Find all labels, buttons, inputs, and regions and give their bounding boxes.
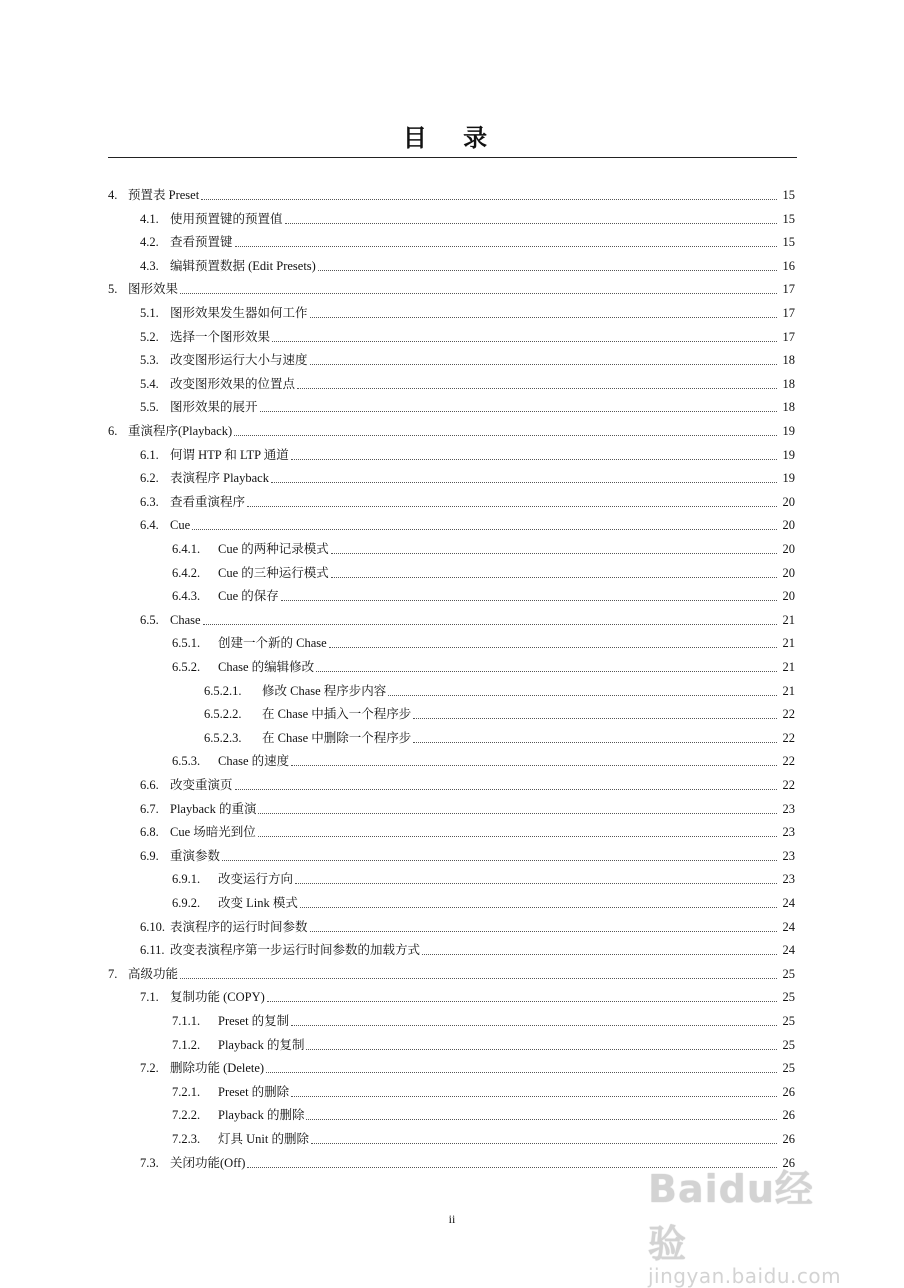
toc-leader-dots xyxy=(422,944,777,955)
toc-entry-title: 查看重演程序 xyxy=(170,495,246,509)
toc-entry-number: 5. xyxy=(108,282,118,296)
toc-leader-dots xyxy=(297,378,777,389)
toc-entry-page: 20 xyxy=(782,495,795,509)
toc-leader-dots xyxy=(331,567,777,578)
toc-entry-number: 5.3. xyxy=(140,353,159,367)
toc-leader-dots xyxy=(331,543,777,554)
toc-entry[interactable] xyxy=(172,1034,795,1056)
toc-entry-page: 15 xyxy=(782,188,795,202)
toc-leader-dots xyxy=(180,283,777,294)
toc-leader-dots xyxy=(247,1157,777,1168)
toc-entry-title: 删除功能 (Delete) xyxy=(170,1061,265,1075)
toc-entry-number: 6.3. xyxy=(140,495,159,509)
toc-leader-dots xyxy=(271,472,777,483)
toc-entry-number: 4.2. xyxy=(140,235,159,249)
toc-entry-page: 26 xyxy=(782,1108,795,1122)
toc-leader-dots xyxy=(281,590,777,601)
toc-entry-number: 6.4.3. xyxy=(172,589,201,603)
toc-entry[interactable] xyxy=(204,727,795,749)
toc-entry-number: 6.11. xyxy=(140,943,165,957)
toc-entry-title: Playback 的复制 xyxy=(218,1038,305,1052)
toc-leader-dots xyxy=(192,519,777,530)
toc-entry-number: 7.2.1. xyxy=(172,1085,201,1099)
toc-entry-page: 18 xyxy=(782,353,795,367)
toc-entry-number: 6.4.1. xyxy=(172,542,201,556)
toc-leader-dots xyxy=(234,425,777,436)
toc-entry[interactable] xyxy=(140,609,795,631)
toc-entry-title: Preset 的复制 xyxy=(218,1014,290,1028)
toc-leader-dots xyxy=(329,637,777,648)
toc-entry-page: 20 xyxy=(782,566,795,580)
page-number: ii xyxy=(448,1212,456,1226)
toc-entry-page: 24 xyxy=(782,920,795,934)
toc-entry-number: 6. xyxy=(108,424,118,438)
toc-entry-number: 6.9.2. xyxy=(172,896,201,910)
toc-entry-page: 20 xyxy=(782,589,795,603)
toc-entry-number: 5.4. xyxy=(140,377,159,391)
toc-entry-title: 在 Chase 中删除一个程序步 xyxy=(262,731,412,745)
toc-leader-dots xyxy=(180,968,777,979)
toc-entry-title: 重演程序(Playback) xyxy=(128,424,233,438)
toc-entry[interactable] xyxy=(140,255,795,277)
toc-entry-page: 20 xyxy=(782,518,795,532)
toc-entry[interactable] xyxy=(140,514,795,536)
toc-leader-dots xyxy=(306,1039,777,1050)
toc-entry-number: 6.5.1. xyxy=(172,636,201,650)
toc-entry[interactable] xyxy=(108,184,795,206)
toc-entry-number: 7.2.2. xyxy=(172,1108,201,1122)
toc-leader-dots xyxy=(413,708,777,719)
toc-entry-title: 灯具 Unit 的删除 xyxy=(218,1132,309,1146)
toc-entry-number: 7.1. xyxy=(140,990,159,1004)
toc-entry-title: 改变重演页 xyxy=(170,778,233,792)
toc-entry-page: 22 xyxy=(782,731,795,745)
toc-entry-page: 22 xyxy=(782,707,795,721)
toc-entry[interactable] xyxy=(140,798,795,820)
toc-leader-dots xyxy=(291,1086,777,1097)
toc-entry[interactable] xyxy=(108,278,795,300)
toc-entry-title: 创建一个新的 Chase xyxy=(218,636,327,650)
toc-leader-dots xyxy=(222,850,777,861)
toc-entry-page: 17 xyxy=(782,282,795,296)
toc-leader-dots xyxy=(318,260,777,271)
toc-entry[interactable] xyxy=(140,845,795,867)
toc-entry[interactable] xyxy=(140,326,795,348)
toc-entry-page: 23 xyxy=(782,825,795,839)
toc-entry[interactable] xyxy=(172,562,795,584)
toc-entry-number: 6.2. xyxy=(140,471,159,485)
toc-leader-dots xyxy=(295,873,777,884)
toc-entry-title: Playback 的删除 xyxy=(218,1108,305,1122)
toc-entry-number: 4. xyxy=(108,188,118,202)
toc-entry-title: 改变运行方向 xyxy=(218,872,294,886)
toc-entry[interactable] xyxy=(172,750,795,772)
toc-leader-dots xyxy=(413,732,777,743)
toc-entry[interactable] xyxy=(140,444,795,466)
toc-entry-title: Cue 的三种运行模式 xyxy=(218,566,329,580)
toc-leader-dots xyxy=(388,685,777,696)
toc-entry[interactable] xyxy=(140,208,795,230)
toc-leader-dots xyxy=(291,755,777,766)
watermark-site: jingyan.baidu.com xyxy=(648,1264,842,1288)
toc-leader-dots xyxy=(316,661,777,672)
toc-entry-page: 26 xyxy=(782,1156,795,1170)
toc-entry-title: 在 Chase 中插入一个程序步 xyxy=(262,707,412,721)
toc-entry-title: Cue 场暗光到位 xyxy=(170,825,256,839)
toc-entry-title: Cue xyxy=(170,518,191,532)
toc-entry-page: 23 xyxy=(782,802,795,816)
toc-leader-dots xyxy=(311,1133,777,1144)
toc-leader-dots xyxy=(291,1015,777,1026)
toc-entry[interactable] xyxy=(172,538,795,560)
toc-entry-title: 预置表 Preset xyxy=(128,188,200,202)
toc-leader-dots xyxy=(306,1109,777,1120)
toc-entry-page: 25 xyxy=(782,990,795,1004)
toc-entry-title: 改变表演程序第一步运行时间参数的加载方式 xyxy=(170,943,421,957)
toc-entry[interactable] xyxy=(172,868,795,890)
toc-entry-page: 17 xyxy=(782,306,795,320)
toc-leader-dots xyxy=(267,991,777,1002)
toc-leader-dots xyxy=(201,189,777,200)
toc-entry[interactable] xyxy=(140,467,795,489)
toc-entry-title: 重演参数 xyxy=(170,849,221,863)
toc-entry-title: Chase xyxy=(170,613,201,627)
toc-entry[interactable] xyxy=(140,916,795,938)
toc-entry-title: Preset 的删除 xyxy=(218,1085,290,1099)
toc-entry-title: Chase 的编辑修改 xyxy=(218,660,315,674)
toc-entry-number: 7. xyxy=(108,967,118,981)
toc-entry-page: 18 xyxy=(782,400,795,414)
watermark-brand: Baidu经验 xyxy=(648,1167,814,1266)
toc-leader-dots xyxy=(203,614,777,625)
toc-entry-page: 21 xyxy=(782,660,795,674)
toc-entry[interactable] xyxy=(140,1057,795,1079)
toc-entry-number: 6.10. xyxy=(140,920,165,934)
toc-entry-title: 图形效果发生器如何工作 xyxy=(170,306,308,320)
toc-leader-dots xyxy=(247,496,777,507)
toc-entry-title: 图形效果 xyxy=(128,282,179,296)
toc-entry-number: 6.5.3. xyxy=(172,754,201,768)
toc-entry-page: 25 xyxy=(782,1014,795,1028)
toc-entry-number: 6.5. xyxy=(140,613,159,627)
toc-entry-title: 复制功能 (COPY) xyxy=(170,990,265,1004)
toc-entry[interactable] xyxy=(172,1128,795,1150)
toc-entry-number: 7.2. xyxy=(140,1061,159,1075)
toc-entry-page: 21 xyxy=(782,684,795,698)
toc-entry-page: 18 xyxy=(782,377,795,391)
toc-entry-title: Chase 的速度 xyxy=(218,754,290,768)
toc-entry-page: 25 xyxy=(782,967,795,981)
toc-entry-number: 6.4. xyxy=(140,518,159,532)
toc-entry[interactable] xyxy=(108,963,795,985)
toc-entry-number: 7.1.2. xyxy=(172,1038,201,1052)
toc-entry[interactable] xyxy=(140,491,795,513)
toc-entry-page: 22 xyxy=(782,754,795,768)
toc-entry-number: 7.1.1. xyxy=(172,1014,201,1028)
toc-entry[interactable] xyxy=(140,302,795,324)
toc-leader-dots xyxy=(258,803,777,814)
toc-entry-title: 图形效果的展开 xyxy=(170,400,258,414)
toc-entry-title: Cue 的保存 xyxy=(218,589,279,603)
toc-entry[interactable] xyxy=(172,892,795,914)
toc-entry-page: 24 xyxy=(782,896,795,910)
toc-leader-dots xyxy=(272,331,777,342)
toc-entry[interactable] xyxy=(204,703,795,725)
toc-leader-dots xyxy=(235,236,777,247)
toc-leader-dots xyxy=(291,449,777,460)
toc-entry-page: 26 xyxy=(782,1132,795,1146)
toc-entry-title: 表演程序的运行时间参数 xyxy=(170,920,308,934)
toc-entry-page: 15 xyxy=(782,235,795,249)
toc-entry[interactable] xyxy=(172,632,795,654)
toc-entry-title: 查看预置键 xyxy=(170,235,233,249)
toc-entry-number: 4.1. xyxy=(140,212,159,226)
toc-entry-title: Playback 的重演 xyxy=(170,802,257,816)
toc-entry[interactable] xyxy=(140,821,795,843)
toc-entry[interactable] xyxy=(140,396,795,418)
toc-entry-number: 6.7. xyxy=(140,802,159,816)
toc-entry-page: 24 xyxy=(782,943,795,957)
toc-entry-number: 7.3. xyxy=(140,1156,159,1170)
toc-entry-page: 16 xyxy=(782,259,795,273)
toc-entry-title: 何谓 HTP 和 LTP 通道 xyxy=(170,448,289,462)
toc-entry-page: 19 xyxy=(782,471,795,485)
toc-entry-number: 4.3. xyxy=(140,259,159,273)
toc-entry[interactable] xyxy=(108,420,795,442)
toc-entry-number: 6.6. xyxy=(140,778,159,792)
toc-entry-number: 5.1. xyxy=(140,306,159,320)
toc-entry-page: 23 xyxy=(782,849,795,863)
toc-entry[interactable] xyxy=(172,656,795,678)
toc-entry[interactable] xyxy=(140,373,795,395)
toc-entry-title: 改变图形效果的位置点 xyxy=(170,377,296,391)
toc-leader-dots xyxy=(300,897,777,908)
toc-entry-title: 高级功能 xyxy=(128,967,179,981)
toc-entry-page: 25 xyxy=(782,1038,795,1052)
toc-entry-number: 6.9.1. xyxy=(172,872,201,886)
toc-leader-dots xyxy=(310,307,777,318)
toc-entry-number: 6.5.2. xyxy=(172,660,201,674)
toc-entry-title: 修改 Chase 程序步内容 xyxy=(262,684,387,698)
toc-entry-number: 5.2. xyxy=(140,330,159,344)
toc-leader-dots xyxy=(258,826,777,837)
toc-entry[interactable] xyxy=(172,1081,795,1103)
toc-entry-page: 19 xyxy=(782,424,795,438)
toc-entry-page: 26 xyxy=(782,1085,795,1099)
toc-entry-title: 使用预置键的预置值 xyxy=(170,212,283,226)
toc-entry-title: 表演程序 Playback xyxy=(170,471,269,485)
toc-entry-page: 25 xyxy=(782,1061,795,1075)
toc-entry-title: Cue 的两种记录模式 xyxy=(218,542,329,556)
toc-entry-page: 23 xyxy=(782,872,795,886)
toc-entry-title: 选择一个图形效果 xyxy=(170,330,271,344)
toc-entry-number: 7.2.3. xyxy=(172,1132,201,1146)
page-title: 目 录 xyxy=(402,124,502,152)
toc-entry-title: 编辑预置数据 (Edit Presets) xyxy=(170,259,316,273)
toc-entry[interactable] xyxy=(140,349,795,371)
toc-entry-number: 6.1. xyxy=(140,448,159,462)
toc-leader-dots xyxy=(310,921,777,932)
toc-entry[interactable] xyxy=(172,1104,795,1126)
toc-entry-title: 改变 Link 模式 xyxy=(218,896,298,910)
toc-entry[interactable] xyxy=(204,680,795,702)
toc-entry[interactable] xyxy=(140,939,795,961)
toc-leader-dots xyxy=(235,779,777,790)
toc-entry[interactable] xyxy=(172,1010,795,1032)
toc-entry-page: 19 xyxy=(782,448,795,462)
title-underline xyxy=(108,157,797,158)
toc-entry-page: 21 xyxy=(782,636,795,650)
toc-entry-number: 6.5.2.3. xyxy=(204,731,242,745)
toc-leader-dots xyxy=(266,1062,777,1073)
toc-entry[interactable] xyxy=(172,585,795,607)
toc-entry-page: 15 xyxy=(782,212,795,226)
toc-entry-page: 20 xyxy=(782,542,795,556)
toc-entry-number: 6.9. xyxy=(140,849,159,863)
toc-entry-title: 关闭功能(Off) xyxy=(170,1156,246,1170)
toc-entry-page: 22 xyxy=(782,778,795,792)
toc-entry-page: 17 xyxy=(782,330,795,344)
toc-entry-page: 21 xyxy=(782,613,795,627)
toc-entry[interactable] xyxy=(140,774,795,796)
toc-entry-title: 改变图形运行大小与速度 xyxy=(170,353,308,367)
toc-entry[interactable] xyxy=(140,1152,795,1174)
toc-leader-dots xyxy=(285,213,777,224)
toc-entry-number: 6.8. xyxy=(140,825,159,839)
toc-entry[interactable] xyxy=(140,231,795,253)
toc-entry[interactable] xyxy=(140,986,795,1008)
toc-entry-number: 6.5.2.1. xyxy=(204,684,242,698)
toc-entry-number: 6.4.2. xyxy=(172,566,201,580)
toc-leader-dots xyxy=(260,401,777,412)
toc-leader-dots xyxy=(310,354,777,365)
toc-entry-number: 6.5.2.2. xyxy=(204,707,242,721)
toc-entry-number: 5.5. xyxy=(140,400,159,414)
